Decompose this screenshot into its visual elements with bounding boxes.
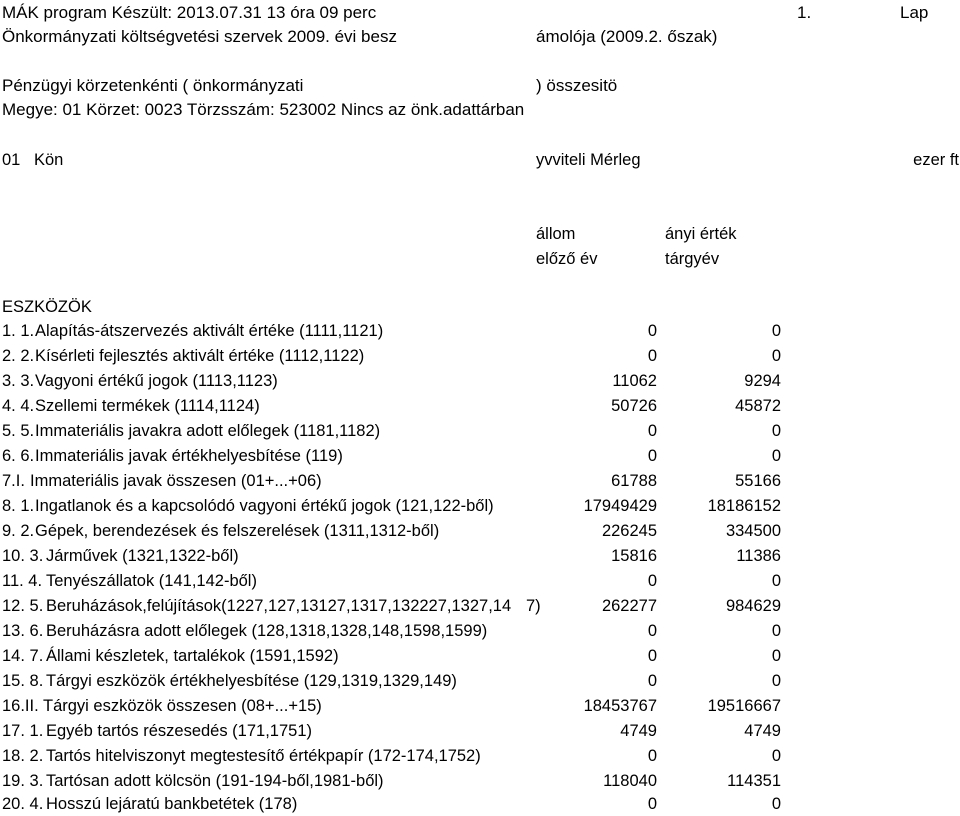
value-current-year: 4749 <box>744 722 781 740</box>
value-previous-year: 61788 <box>611 472 657 490</box>
value-current-year: 984629 <box>725 597 781 615</box>
row-number: 12. 5. <box>2 597 44 615</box>
row-number: 9. 2. <box>2 522 35 540</box>
row-label: Alapítás-átszervezés aktivált értéke (1111,1121) <box>35 322 384 340</box>
row-label: Állami készletek, tartalékok (1591,1592) <box>46 647 339 665</box>
value-current-year: 0 <box>771 747 781 765</box>
value-current-year: 0 <box>771 347 781 365</box>
header-district-line: Pénzügyi körzetenkénti ( önkormányzati <box>2 76 304 95</box>
row-number: 13. 6. <box>2 622 44 640</box>
value-current-year: 0 <box>771 322 781 340</box>
table-row <box>0 444 960 468</box>
sheet-name: Kön <box>34 151 64 169</box>
row-label: Immateriális javakra adott előlegek (1181,1182) <box>35 422 381 440</box>
row-label: Tartós hitelviszonyt megtestesítő értékpapír (172-174,1752) <box>46 747 481 765</box>
value-previous-year: 0 <box>647 447 657 465</box>
row-label: Vagyoni értékű jogok (1113,1123) <box>35 372 278 390</box>
column-heading-current-year: tárgyév <box>665 250 720 268</box>
row-number: 19. 3. <box>2 772 44 790</box>
header-report-title: Önkormányzati költségvetési szervek 2009. évi besz <box>2 27 397 46</box>
value-previous-year: 50726 <box>611 397 657 415</box>
value-current-year: 55166 <box>735 472 781 490</box>
table-row <box>0 619 960 643</box>
row-number: 18. 2. <box>2 747 44 765</box>
value-previous-year: 0 <box>647 422 657 440</box>
value-current-year: 19516667 <box>707 697 781 715</box>
table-row <box>0 369 960 393</box>
row-label: Tartósan adott kölcsön (191-194-ből,1981-ből) <box>46 772 384 790</box>
value-current-year: 9294 <box>744 372 781 390</box>
row-number: 1. 1. <box>2 322 35 340</box>
value-current-year: 0 <box>771 647 781 665</box>
row-label: Beruházások,felújítások(1227,127,13127,1317,132227,1327,14 <box>46 597 512 615</box>
row-label: Egyéb tartós részesedés (171,1751) <box>46 722 312 740</box>
sheet-code: 01 <box>2 151 21 169</box>
header-summary-label: ) összesitö <box>536 76 618 95</box>
value-current-year: 114351 <box>727 772 781 790</box>
value-previous-year: 0 <box>647 647 657 665</box>
value-previous-year: 11062 <box>612 372 657 390</box>
value-current-year: 0 <box>771 795 781 813</box>
table-row <box>0 792 960 816</box>
row-number: 7.I. <box>2 472 25 490</box>
row-label: Ingatlanok és a kapcsolódó vagyoni értékű jogok (121,122-ből) <box>35 497 494 515</box>
row-number: 10. 3. <box>2 547 44 565</box>
value-previous-year: 0 <box>647 322 657 340</box>
value-previous-year: 0 <box>647 347 657 365</box>
row-number: 3. 3. <box>2 372 35 390</box>
table-row <box>0 544 960 568</box>
row-label: Járművek (1321,1322-ből) <box>46 547 239 565</box>
column-heading-previous-year: előző év <box>536 250 598 268</box>
value-previous-year: 4749 <box>620 722 657 740</box>
table-row <box>0 694 960 718</box>
table-row <box>0 419 960 443</box>
value-previous-year: 0 <box>647 622 657 640</box>
value-previous-year: 18453767 <box>583 697 657 715</box>
table-row <box>0 744 960 768</box>
value-previous-year: 0 <box>647 795 657 813</box>
row-number: 14. 7. <box>2 647 44 665</box>
table-row <box>0 719 960 743</box>
row-label: Kísérleti fejlesztés aktivált értéke (1112,1122) <box>35 347 365 365</box>
value-previous-year: 17949429 <box>583 497 657 515</box>
row-label: Hosszú lejáratú bankbetétek (178) <box>46 795 298 813</box>
value-previous-year: 0 <box>647 572 657 590</box>
table-row <box>0 469 960 493</box>
table-row <box>0 644 960 668</box>
value-previous-year: 0 <box>647 747 657 765</box>
page-number: 1. <box>797 3 812 22</box>
table-row <box>0 519 960 543</box>
row-label: Tárgyi eszközök összesen (08+...+15) <box>43 697 322 715</box>
row-label: Szellemi termékek (1114,1124) <box>35 397 260 415</box>
row-label: Immateriális javak összesen (01+...+06) <box>30 472 322 490</box>
row-number: 20. 4. <box>2 795 44 813</box>
row-number: 5. 5. <box>2 422 35 440</box>
value-previous-year: 15816 <box>611 547 657 565</box>
table-row <box>0 319 960 343</box>
unit-label: ezer ft <box>913 151 959 169</box>
table-row <box>0 394 960 418</box>
row-number: 2. 2. <box>2 347 35 365</box>
row-number: 6. 6. <box>2 447 35 465</box>
value-previous-year: 0 <box>647 672 657 690</box>
value-current-year: 0 <box>771 422 781 440</box>
value-previous-year: 118040 <box>603 772 657 790</box>
value-previous-year: 262277 <box>601 597 657 615</box>
sheet-title: yvviteli Mérleg <box>536 151 641 169</box>
header-program-line: MÁK program Készült: 2013.07.31 13 óra 09 perc <box>2 3 377 22</box>
table-row <box>0 494 960 518</box>
table-row <box>0 769 960 793</box>
value-current-year: 18186152 <box>707 497 781 515</box>
table-row <box>0 569 960 593</box>
value-current-year: 45872 <box>735 397 781 415</box>
value-previous-year: 226245 <box>601 522 657 540</box>
value-current-year: 334500 <box>725 522 781 540</box>
row-number: 15. 8. <box>2 672 44 690</box>
row-number: 17. 1. <box>2 722 44 740</box>
value-current-year: 0 <box>771 572 781 590</box>
header-report-period: ámolója (2009.2. őszak) <box>536 27 718 46</box>
table-row <box>0 344 960 368</box>
table-row <box>0 594 960 618</box>
row-number: 11. 4. <box>2 572 43 590</box>
row-label: Immateriális javak értékhelyesbítése (119) <box>35 447 343 465</box>
value-current-year: 11386 <box>736 547 781 565</box>
section-heading: ESZKÖZÖK <box>2 298 92 316</box>
row-label: Tenyészállatok (141,142-ből) <box>46 572 257 590</box>
table-row <box>0 669 960 693</box>
row-label: Tárgyi eszközök értékhelyesbítése (129,1319,1329,149) <box>46 672 457 690</box>
page-label: Lap <box>900 3 929 22</box>
value-current-year: 0 <box>771 622 781 640</box>
column-heading-stock-left: állom <box>536 225 576 243</box>
value-current-year: 0 <box>771 672 781 690</box>
row-label-overflow: 7) <box>526 597 541 615</box>
row-label: Gépek, berendezések és felszerelések (1311,1312-ből) <box>35 522 440 540</box>
column-heading-stock-right: ányi érték <box>665 225 737 243</box>
row-number: 4. 4. <box>2 397 35 415</box>
value-current-year: 0 <box>771 447 781 465</box>
row-number: 8. 1. <box>2 497 35 515</box>
row-label: Beruházásra adott előlegek (128,1318,1328,148,1598,1599) <box>46 622 488 640</box>
header-county-line: Megye: 01 Körzet: 0023 Törzsszám: 523002 Nincs az önk.adattárban <box>2 100 525 119</box>
row-number: 16.II. <box>2 697 39 715</box>
